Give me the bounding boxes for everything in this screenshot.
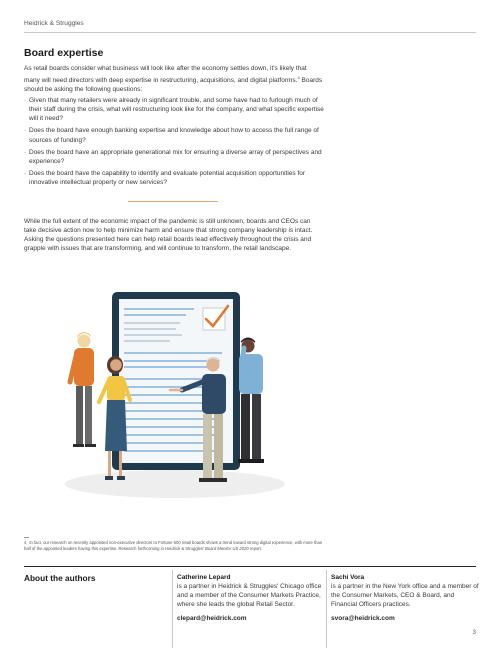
list-item-text: Does the board have an appropriate generational mix for ensuring a diverse array of perspectives and experience? xyxy=(29,148,322,165)
conclusion-paragraph: While the full extent of the economic impact of the pandemic is still unknown, boards and CEOs can take decisive action now to help minimize harm and ensure that strong company leadership is intact. Asking the questions presented here can help retail boards lead effectively throughout the crisis and grapple with issues that are transforming, and will continue to transform, the retail landscape. xyxy=(24,218,313,253)
author-column-divider xyxy=(172,570,173,648)
bullet-marker: · xyxy=(24,97,27,104)
footnote-divider xyxy=(24,537,29,538)
page-number: 3 xyxy=(472,629,476,636)
author-column-divider xyxy=(326,570,327,648)
footnote-text-tail: report. xyxy=(248,545,263,551)
header-divider xyxy=(24,32,476,33)
about-authors-title: About the authors xyxy=(24,573,96,583)
author-bio: is a partner in the New York office and a member of the Consumer Markets, CEO & Board, and Financial Officers practices. xyxy=(331,583,479,609)
person-right-blue xyxy=(238,338,264,464)
footnote xyxy=(24,540,324,552)
author-email-link[interactable]: svora@heidrick.com xyxy=(331,615,395,623)
author-bio: is a partner in Heidrick & Struggles' Chicago office and a member of the Consumer Markets Practice, where she leads the global Retail Sector. xyxy=(177,583,322,609)
intro-text: As retail boards consider what business will look like after the economy settles down, it's likely that many will need directors with deep expertise in restructuring, acquisitions, and digital platforms. xyxy=(24,65,307,85)
intro-text-tail: Boards should be asking the following questions: xyxy=(24,77,323,94)
list-item-text: Given that many retailers were already in significant trouble, and some have had to furlough much of their staff during the crisis, what will restructuring look like for the company, and what specific expertise will it need? xyxy=(29,97,324,123)
footnote-text: In fact, our research on recently appointed non-executive directors to Fortune 500 retail boards shows a trend toward strong digital experience, with more than half of the appointed leaders having this expertise. Research forthcoming in Heidrick & Struggles' xyxy=(24,540,323,551)
list-item xyxy=(24,148,324,166)
section-separator xyxy=(128,201,218,202)
board-meeting-illustration xyxy=(50,286,300,506)
list-item xyxy=(24,169,324,187)
about-divider xyxy=(24,566,476,567)
bullet-marker: · xyxy=(24,148,27,156)
footnote-report-title: Board Monitor US 2020 xyxy=(204,545,249,551)
person-left-orange xyxy=(70,332,96,447)
floor-shadow xyxy=(65,470,285,498)
list-item-text: Does the board have the capability to identify and evaluate potential acquisition opportunities for innovative intellectual property or new services? xyxy=(29,170,306,187)
header-brand: Heidrick & Struggles xyxy=(24,20,84,27)
author-name: Catherine Lepard xyxy=(177,574,231,581)
section-title: Board expertise xyxy=(24,47,104,59)
footnote-number: 4 xyxy=(24,540,27,545)
footnote-ref[interactable]: 4 xyxy=(297,75,300,81)
list-item xyxy=(24,126,324,144)
bullet-marker: · xyxy=(24,170,27,178)
author-email-link[interactable]: clepard@heidrick.com xyxy=(177,615,247,623)
list-item-text: Does the board have enough banking expertise and knowledge about how to access the full range of sources of funding? xyxy=(29,127,319,144)
author-name: Sachi Vora xyxy=(331,574,365,581)
check-icon xyxy=(203,306,228,330)
author-card-vora xyxy=(331,573,479,623)
bullet-marker: · xyxy=(24,127,27,135)
list-item xyxy=(24,96,324,123)
intro-paragraph xyxy=(24,64,324,94)
question-list xyxy=(24,96,324,191)
author-card-lepard xyxy=(177,573,325,623)
